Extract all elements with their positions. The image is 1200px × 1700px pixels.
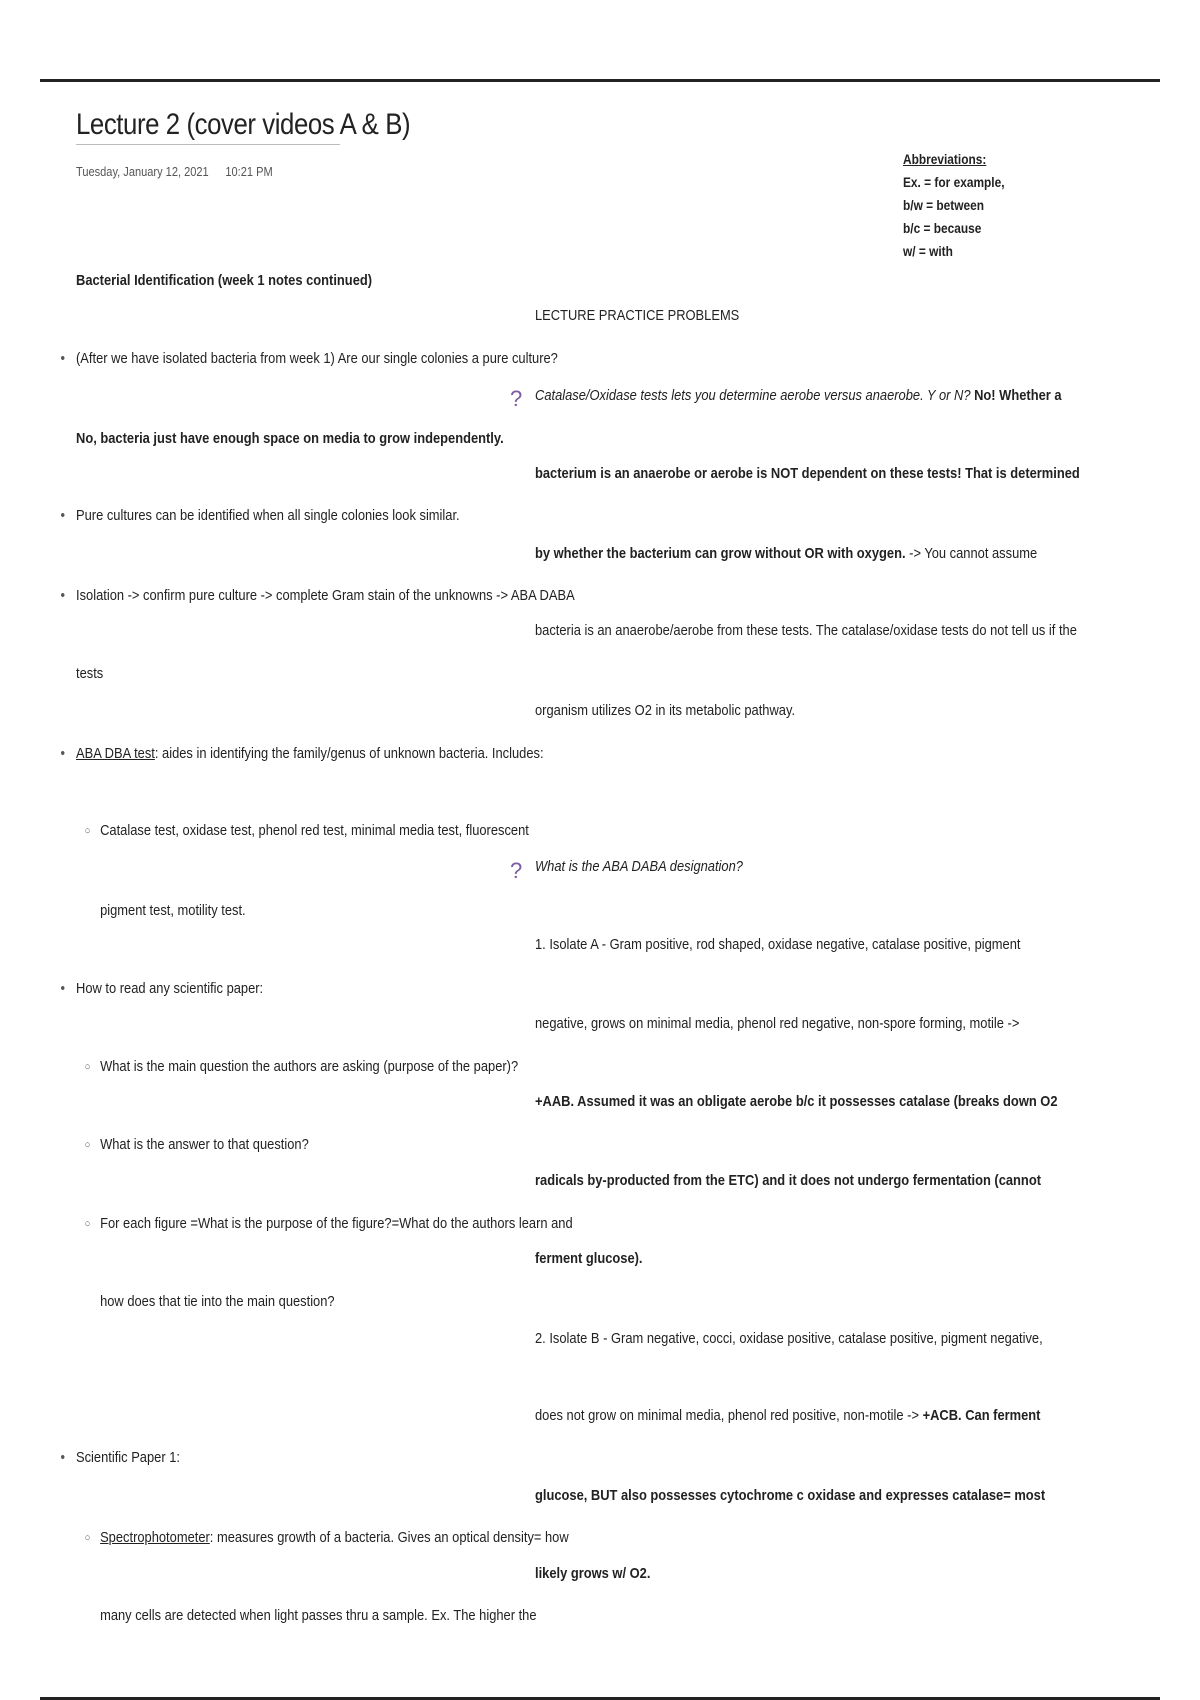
abbreviation-item: b/c = because [903,220,982,236]
bullet-continuation: tests [76,665,104,682]
term-definition: : measures growth of a bacteria. Gives an optical density= how [209,1529,569,1546]
answer-text: No! Whether a [970,387,1062,404]
page-header [76,108,465,145]
question-text: Catalase/Oxidase tests lets you determine aerobe versus anaerobe. Y or N? [535,387,971,404]
date-text: Tuesday, January 12, 2021 [76,164,209,179]
bullet-item: • How to read any scientific paper: [76,980,263,997]
sub-bullet-continuation: how does that tie into the main question? [100,1293,335,1310]
answer-line: 1. Isolate A - Gram positive, rod shaped, oxidase negative, catalase positive, pigment [535,936,1021,953]
answer-line [535,1407,1040,1424]
answer-plain: does not grow on minimal media, phenol red positive, non-motile -> [535,1407,923,1424]
answer-line: likely grows w/ O2. [535,1565,651,1582]
bullet-item [76,745,544,762]
top-rule [40,79,1160,82]
answer-line [535,545,1037,562]
abbreviation-item: w/ = with [903,243,953,259]
answer-line: ferment glucose). [535,1250,643,1267]
answer-line: 2. Isolate B - Gram negative, cocci, oxidase positive, catalase positive, pigment negative, [535,1330,1043,1347]
answer-bold: by whether the bacterium can grow without OR with oxygen. [535,545,906,562]
sub-bullet-item [100,1529,569,1546]
section-title: Bacterial Identification (week 1 notes continued) [76,272,373,289]
question-marker: ? [510,386,523,411]
term-aba-dba: ABA DBA test [76,745,155,762]
question-text: What is the ABA DABA designation? [535,858,743,875]
title-underline [76,144,340,145]
sub-bullet-item: ○ What is the main question the authors are asking (purpose of the paper)? [100,1058,518,1075]
page-title: Lecture 2 (cover videos A & B) [76,108,411,141]
answer-line: glucose, BUT also possesses cytochrome c oxidase and expresses catalase= most [535,1487,1046,1504]
abbreviations-box [903,148,1005,263]
answer-bold: +ACB. Can ferment [922,1407,1041,1424]
answer-plain: -> You cannot assume [905,545,1038,562]
term-spectrophotometer: Spectrophotometer [100,1529,210,1546]
sub-bullet-continuation: pigment test, motility test. [100,902,246,919]
answer-line: bacteria is an anaerobe/aerobe from these tests. The catalase/oxidase tests do not tell us if the [535,622,1077,639]
bullet-item: • Pure cultures can be identified when all single colonies look similar. [76,507,460,524]
answer-line: organism utilizes O2 in its metabolic pathway. [535,702,796,719]
time-text: 10:21 PM [225,164,273,179]
abbreviation-item: Ex. = for example, [903,174,1005,190]
answer-line: +AAB. Assumed it was an obligate aerobe b/c it possesses catalase (breaks down O2 [535,1093,1058,1110]
answer-line: bacterium is an anaerobe or aerobe is NOT dependent on these tests! That is determined [535,465,1080,482]
bullet-answer: No, bacteria just have enough space on media to grow independently. [76,430,504,447]
term-definition: : aides in identifying the family/genus of unknown bacteria. Includes: [154,745,544,762]
question-line [535,387,1062,404]
bullet-item: • Isolation -> confirm pure culture -> complete Gram stain of the unknowns -> ABA DABA [76,587,575,604]
answer-line: negative, grows on minimal media, phenol red negative, non-spore forming, motile -> [535,1015,1020,1032]
page-date [76,164,286,179]
sub-bullet-item: ○ Catalase test, oxidase test, phenol red test, minimal media test, fluorescent [100,822,529,839]
sub-bullet-item: ○ For each figure =What is the purpose of the figure?=What do the authors learn and [100,1215,573,1232]
practice-heading: LECTURE PRACTICE PROBLEMS [535,307,740,324]
sub-bullet-item: ○ What is the answer to that question? [100,1136,309,1153]
abbreviation-item: b/w = between [903,197,985,213]
bullet-item: • Scientific Paper 1: [76,1449,180,1466]
question-marker: ? [510,858,523,883]
abbreviations-heading: Abbreviations: [903,151,987,167]
sub-bullet-continuation: many cells are detected when light passes thru a sample. Ex. The higher the [100,1607,537,1624]
bullet-item: • (After we have isolated bacteria from week 1) Are our single colonies a pure culture? [76,350,558,367]
answer-line: radicals by-producted from the ETC) and it does not undergo fermentation (cannot [535,1172,1042,1189]
